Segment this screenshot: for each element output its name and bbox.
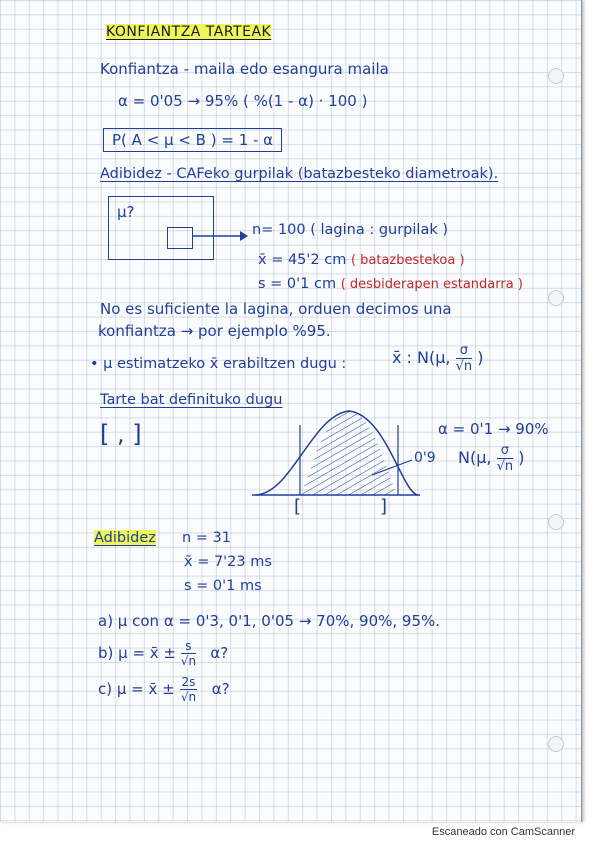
question-c — [98, 676, 230, 703]
binder-hole — [548, 736, 564, 752]
graph-right-bracket: ] — [380, 496, 388, 517]
estimator-distribution — [392, 344, 483, 373]
estimator-text: • μ estimatzeko x̄ erabiltzen dugu : — [90, 356, 347, 372]
binder-hole — [548, 68, 564, 84]
binder-hole — [548, 290, 564, 306]
question-b — [98, 640, 228, 667]
question-c-suffix: α? — [211, 680, 230, 698]
graph-dist-denominator: √n — [496, 459, 514, 474]
question-c-numerator: 2s — [181, 675, 196, 689]
interval-heading: Tarte bat definituko dugu — [100, 392, 283, 408]
graph-dist-prefix: N(μ, — [458, 448, 492, 467]
alpha-definition: α = 0'05 → 95% ( %(1 - α) · 100 ) — [118, 92, 368, 110]
binder-hole — [548, 514, 564, 530]
example1-heading: Adibidez - CAFeko gurpilak (batazbesteko diametroak). — [100, 166, 499, 182]
example2-mean: x̄ = 7'23 ms — [184, 554, 272, 570]
spanish-note-line1: No es suficiente la lagina, orduen decimos una — [100, 300, 452, 318]
question-c-prefix: c) μ = x̄ ± — [98, 680, 175, 698]
question-a: a) μ con α = 0'3, 0'1, 0'05 → 70%, 90%, 95%. — [98, 612, 441, 630]
spanish-note-line2: konfiantza → por ejemplo %95. — [98, 322, 331, 340]
mu-unknown: μ? — [117, 203, 135, 221]
scanner-footer: Escaneado con CamScanner — [431, 826, 575, 838]
graph-distribution — [458, 444, 524, 473]
question-b-suffix: α? — [210, 644, 229, 662]
page-title: KONFIANTZA TARTEAK — [106, 24, 272, 40]
graph-dist-numerator: σ — [497, 444, 514, 459]
graph-left-bracket: [ — [294, 496, 302, 517]
dist-suffix: ) — [477, 348, 484, 367]
example2-sd: s = 0'1 ms — [184, 578, 262, 594]
graph-inner-label: 0'9 — [414, 450, 436, 466]
question-b-prefix: b) μ = x̄ ± — [98, 644, 177, 662]
dist-prefix: x̄ : N(μ, — [392, 348, 451, 367]
probability-formula-box: P( A < μ < B ) = 1 - α — [103, 128, 282, 152]
dist-denominator: √n — [455, 359, 473, 374]
question-b-numerator: s — [181, 640, 196, 654]
graph-dist-suffix: ) — [518, 448, 525, 467]
sample-arrow-icon — [190, 228, 250, 244]
question-b-denominator: √n — [180, 654, 197, 668]
dist-numerator: σ — [456, 344, 473, 359]
sd-note: ( desbiderapen estandarra ) — [340, 277, 523, 292]
confidence-level-line: Konfiantza - maila edo esangura maila — [100, 60, 389, 78]
interval-bracket: [ , ] — [100, 420, 142, 448]
normal-curve-graph — [252, 405, 422, 505]
example2-label: Adibidez — [94, 530, 156, 546]
sample-mean: x̄ = 45'2 cm — [258, 252, 347, 268]
example2-n: n = 31 — [182, 530, 232, 546]
mean-note: ( batazbestekoa ) — [350, 253, 465, 268]
sample-size: n= 100 ( lagina : gurpilak ) — [252, 222, 448, 238]
graph-alpha-note: α = 0'1 → 90% — [438, 420, 549, 438]
question-c-denominator: √n — [180, 690, 197, 704]
sample-sd: s = 0'1 cm — [258, 276, 337, 292]
